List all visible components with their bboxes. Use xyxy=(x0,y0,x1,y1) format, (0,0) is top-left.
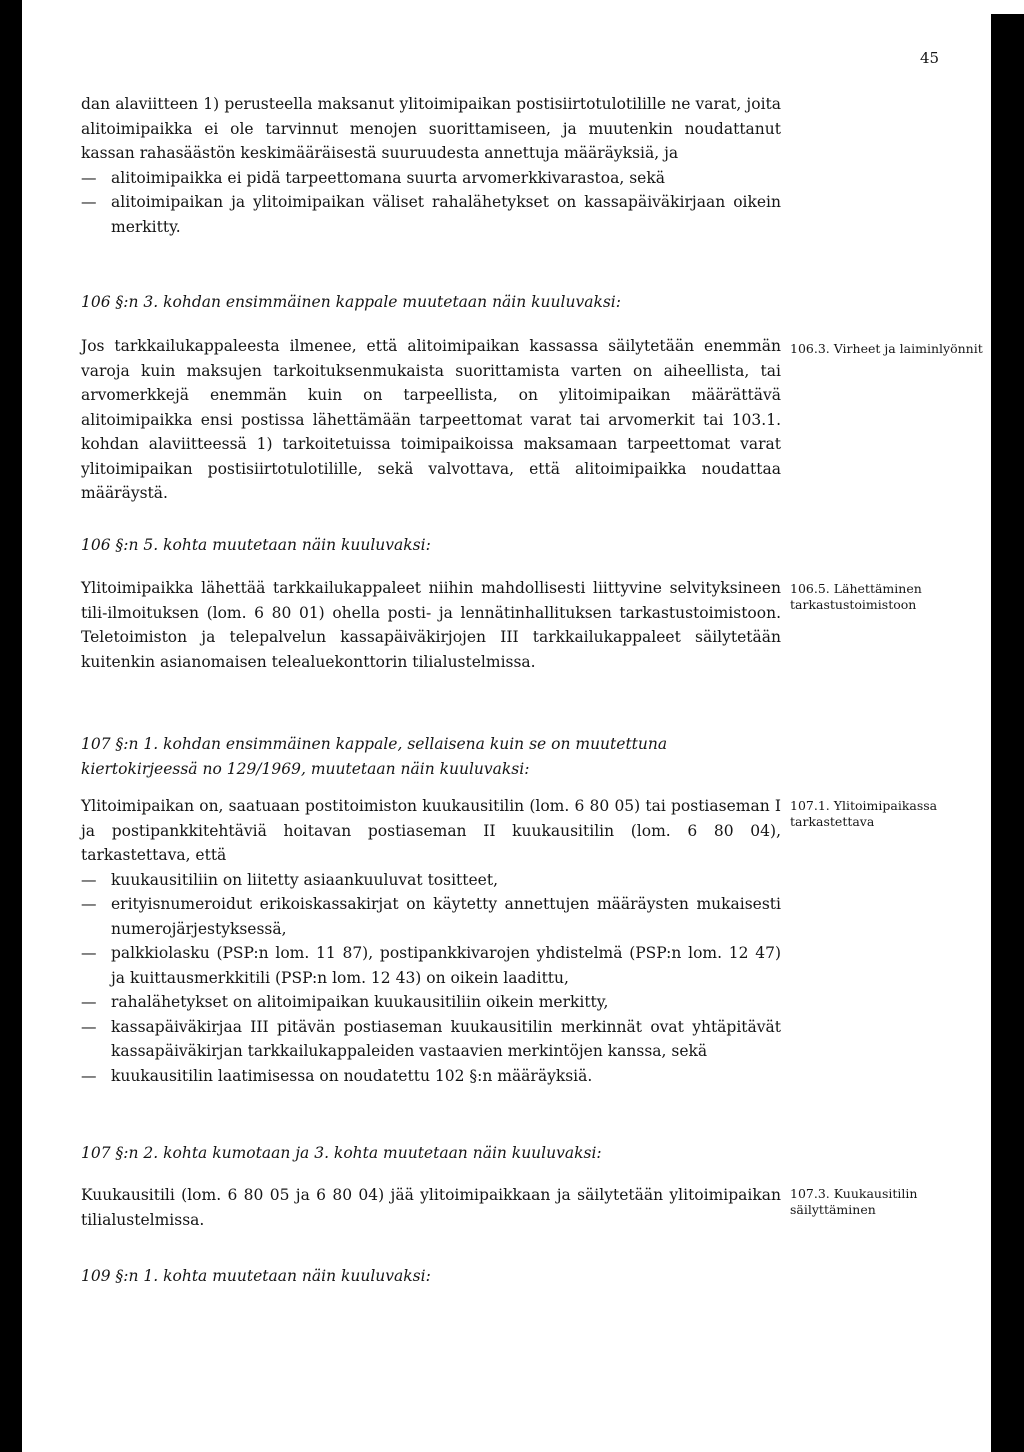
list-item xyxy=(81,190,781,239)
section-body xyxy=(81,1183,781,1232)
scan-border-left xyxy=(0,0,22,1452)
section-text: Ylitoimipaikka lähettää tarkkailukappaleet niihin mahdollisesti liittyvine selvityksineen tili-ilmoituksen (lom. 6 80 01) ohella posti- ja lennätinhallituksen tarkastustoimistoon. Teletoimiston ja telepalvelun kassapäiväkirjojen III tarkkailukappaleet säilytetään kuitenkin asianomaisen telealuekonttorin tilialustelmissa. xyxy=(81,579,781,671)
margin-note: 107.1. Ylitoimipaikassa tarkastettava xyxy=(790,798,938,829)
section-text: Ylitoimipaikan on, saatuaan postitoimiston kuukausitilin (lom. 6 80 05) tai postiaseman I ja postipankkitehtäviä hoitavan postiaseman II kuukausitilin (lom. 6 80 04), tarkastettava, että xyxy=(81,797,781,864)
section-body xyxy=(81,794,781,1088)
page-number: 45 xyxy=(920,49,940,67)
section-heading: 109 §:n 1. kohta muutetaan näin kuuluvaksi: xyxy=(81,1267,431,1285)
list-item-text: kuukausitilin laatimisessa on noudatettu 102 §:n määräyksiä. xyxy=(111,1066,593,1085)
section-text: Kuukausitili (lom. 6 80 05 ja 6 80 04) jää ylitoimipaikkaan ja säilytetään ylitoimipaikan tilialustelmissa. xyxy=(81,1186,781,1229)
list-item-text: kuukausitiliin on liitetty asiaankuuluvat tositteet, xyxy=(111,870,499,889)
section-heading: 107 §:n 1. kohdan ensimmäinen kappale, sellaisena kuin se on muutettuna kiertokirjeessä no 129/1969, muutetaan näin kuuluvaksi: xyxy=(81,735,668,778)
list-item-text: palkkiolasku (PSP:n lom. 11 87), postipankkivarojen yhdistelmä (PSP:n lom. 12 47) ja kuittausmerkkitili (PSP:n lom. 12 43) on oikein laadittu, xyxy=(111,944,781,987)
scan-border-right xyxy=(991,14,1024,1452)
dash-marker: — xyxy=(81,1066,97,1085)
dash-marker: — xyxy=(81,168,97,187)
list-item-text: alitoimipaikka ei pidä tarpeettomana suurta arvomerkkivarastoa, sekä xyxy=(111,168,665,187)
dash-marker: — xyxy=(81,870,97,889)
list-item-text: rahalähetykset on alitoimipaikan kuukausitiliin oikein merkitty, xyxy=(111,993,609,1011)
margin-note: 106.3. Virheet ja laiminlyönnit xyxy=(790,341,983,356)
margin-note: 106.5. Lähettäminen tarkastustoimistoon xyxy=(790,581,922,612)
intro-block xyxy=(81,92,781,239)
dash-marker: — xyxy=(81,193,97,211)
section-heading: 107 §:n 2. kohta kumotaan ja 3. kohta muutetaan näin kuuluvaksi: xyxy=(81,1144,602,1162)
dash-marker: — xyxy=(81,895,97,913)
list-item xyxy=(81,892,781,941)
list-item-text: kassapäiväkirjaa III pitävän postiaseman kuukausitilin merkinnät ovat yhtäpitävät kassapäiväkirjan tarkkailukappaleiden vastaavien merkintöjen kanssa, sekä xyxy=(111,1017,781,1060)
list-item-text: erityisnumeroidut erikoiskassakirjat on käytetty annettujen määräysten mukaisesti numerojärjestyksessä, xyxy=(111,895,781,938)
section-text: Jos tarkkailukappaleesta ilmenee, että alitoimipaikan kassassa säilytetään enemmän varoja kuin maksujen tarkoituksenmukaista suorittamista varten on aiheellista, tai arvomerkkejä enemmän kuin on tarpeellista, on ylitoimipaikan määrättävä alitoimipaikka ensi postissa lähettämään tarpeettomat varat tai arvomerkit tai 103.1. kohdan alaviitteessä 1) tarkoitetuissa toimipaikoissa maksamaan tarpeettomat varat ylitoimipaikan postisiirtotulotilille, sekä valvottava, että alitoimipaikka noudattaa määräystä. xyxy=(81,337,781,502)
dash-marker: — xyxy=(81,944,97,962)
list-item xyxy=(81,1015,781,1064)
list-item xyxy=(81,166,781,191)
section-heading: 106 §:n 3. kohdan ensimmäinen kappale muutetaan näin kuuluvaksi: xyxy=(81,293,621,311)
margin-note: 107.3. Kuukausitilin säilyttäminen xyxy=(790,1186,918,1217)
intro-paragraph: dan alaviitteen 1) perusteella maksanut ylitoimipaikan postisiirtotulotilille ne varat, joita alitoimipaikka ei ole tarvinnut menojen suorittamiseen, ja muutenkin noudattanut kassan rahasäästön keskimääräisestä suuruudesta annettuja määräyksiä, ja xyxy=(81,95,781,162)
list-item xyxy=(81,868,781,893)
list-item xyxy=(81,941,781,990)
section-heading: 106 §:n 5. kohta muutetaan näin kuuluvaksi: xyxy=(81,536,431,554)
section-body xyxy=(81,576,781,674)
dash-marker: — xyxy=(81,1017,97,1036)
section-body xyxy=(81,334,781,506)
list-item-text: alitoimipaikan ja ylitoimipaikan väliset rahalähetykset on kassapäiväkirjaan oikein merkitty. xyxy=(111,193,781,236)
list-item xyxy=(81,1064,781,1089)
list-item xyxy=(81,990,781,1015)
dash-marker: — xyxy=(81,993,97,1011)
